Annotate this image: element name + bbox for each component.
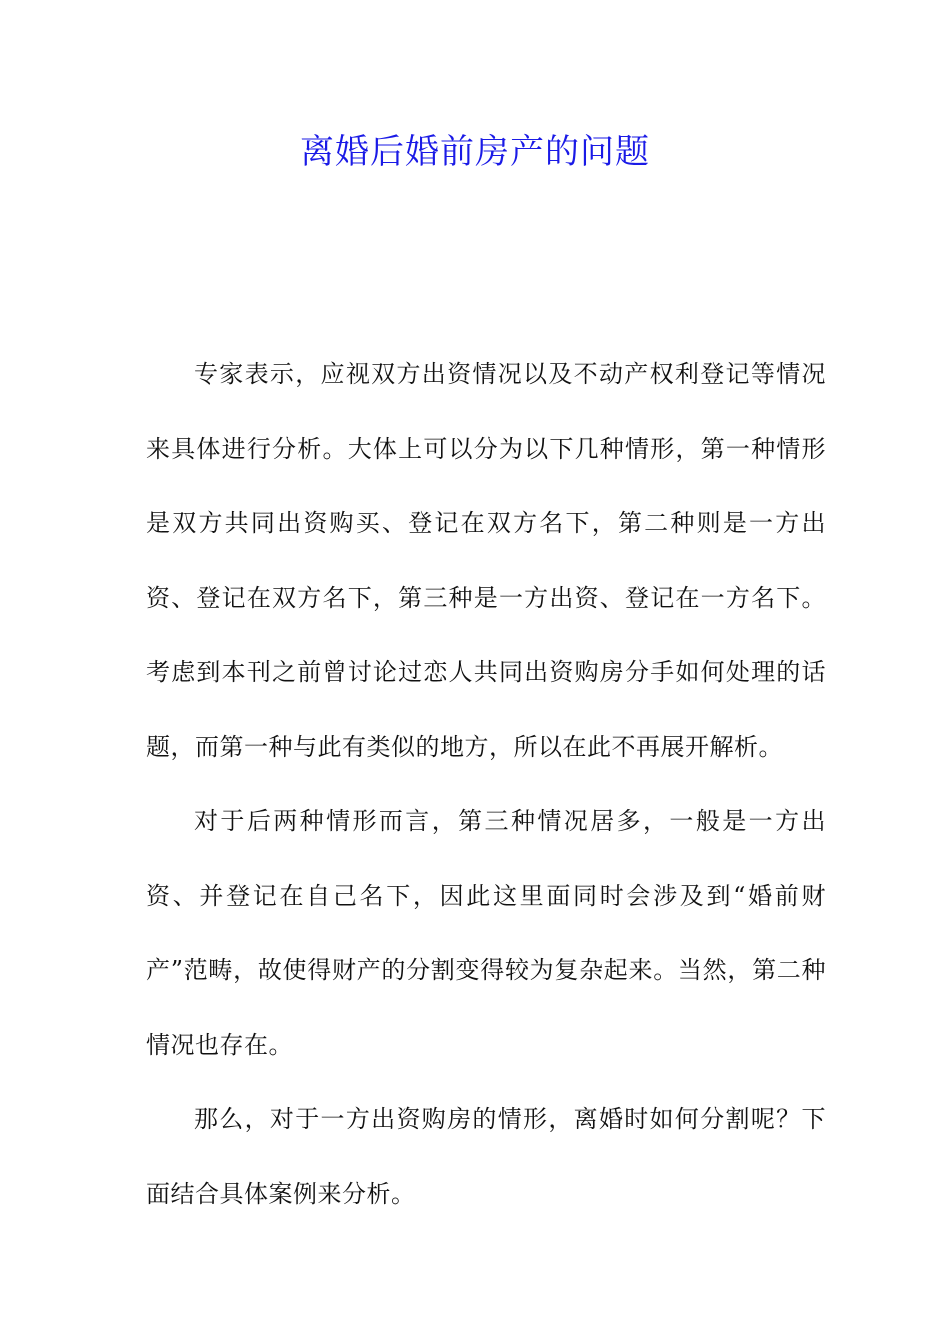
document-title: 离婚后婚前房产的问题 xyxy=(300,132,650,172)
paragraph-3: 那么，对于一方出资购房的情形，离婚时如何分割呢？下面结合具体案例来分析。 xyxy=(146,1105,826,1208)
document-body xyxy=(146,337,826,1231)
paragraph-1: 专家表示，应视双方出资情况以及不动产权利登记等情况来具体进行分析。大体上可以分为以下几种情形，第一种情形是双方共同出资购买、登记在双方名下，第二种则是一方出资、登记在双方名下，第三种是一方出资、登记在一方名下。考虑到本刊之前曾讨论过恋人共同出资购房分手如何处理的话题，而第一种与此有类似的地方，所以在此不再展开解析。 xyxy=(146,360,826,761)
paragraph-2: 对于后两种情形而言，第三种情况居多，一般是一方出资、并登记在自己名下，因此这里面同时会涉及到“婚前财产”范畴，故使得财产的分割变得较为复杂起来。当然，第二种情况也存在。 xyxy=(146,807,826,1059)
